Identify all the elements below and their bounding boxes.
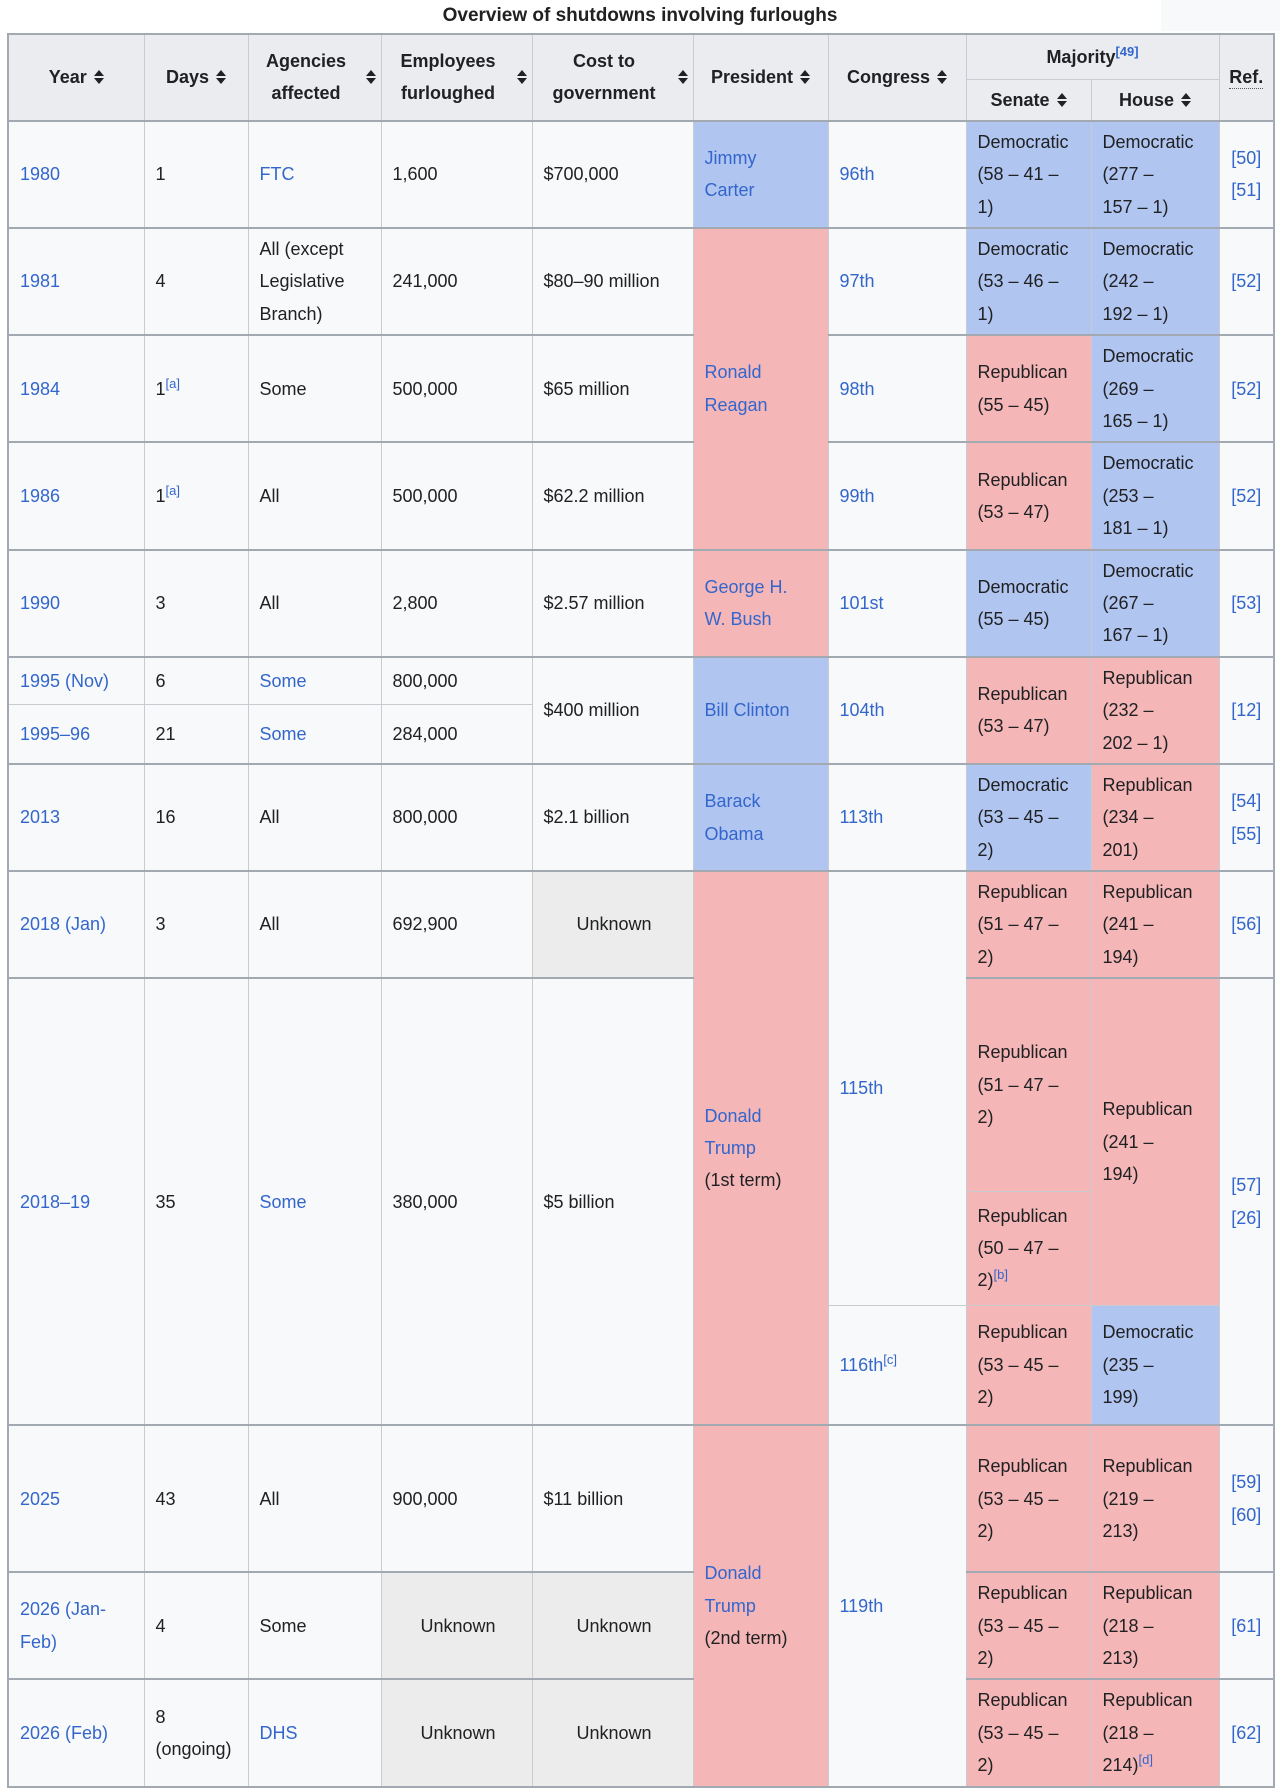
cost-cell: Unknown [532,871,693,978]
employees-cell: Unknown [381,1679,532,1786]
cost-cell: $700,000 [532,121,693,228]
col-header-ref: Ref. [1219,34,1274,121]
table-row [8,978,1274,1191]
col-header-president[interactable]: President [693,34,828,121]
col-header-majority: Majority[49] [966,34,1219,79]
days-cell: 16 [144,764,248,871]
days-cell: 3 [144,550,248,657]
employees-cell: 692,900 [381,871,532,978]
agencies-cell [248,704,381,764]
president-link[interactable]: Donald Trump [704,1105,762,1158]
congress-link[interactable]: 99th [839,485,875,506]
year-cell [8,657,144,704]
senate-majority-cell: Republican (53 – 47) [966,657,1091,764]
congress-cell [828,121,966,228]
agency-link[interactable]: FTC [259,164,295,185]
year-cell [8,550,144,657]
ref-cell [1219,657,1274,764]
sort-icon [517,70,527,84]
year-link[interactable]: 1980 [20,164,61,185]
senate-majority-cell: Republican (53 – 45 – 2) [966,1572,1091,1679]
employees-cell: 241,000 [381,228,532,335]
congress-cell [828,550,966,657]
employees-cell: 800,000 [381,764,532,871]
table-row [8,764,1274,871]
ref-cell [1219,1425,1274,1572]
year-cell [8,228,144,335]
house-majority-cell: Republican (234 – 201) [1091,764,1219,871]
days-cell: 21 [144,704,248,764]
senate-majority-cell: Democratic (53 – 46 – 1) [966,228,1091,335]
days-cell: 6 [144,657,248,704]
congress-link[interactable]: 116th [839,1354,884,1375]
ref-link[interactable]: [50] [1231,148,1262,169]
senate-majority-cell: Republican (51 – 47 – 2) [966,978,1091,1191]
table-row [8,335,1274,442]
days-cell: 1[a] [144,335,248,442]
ref-link[interactable]: [51] [1231,180,1262,201]
cost-cell: $2.57 million [532,550,693,657]
senate-majority-cell: Republican (51 – 47 – 2) [966,871,1091,978]
senate-majority-cell: Republican (53 – 45 – 2) [966,1305,1091,1425]
year-cell [8,442,144,549]
congress-cell [828,1425,966,1786]
senate-majority-cell: Democratic (53 – 45 – 2) [966,764,1091,871]
days-cell: 8 (ongoing) [144,1679,248,1786]
cost-cell: $2.1 billion [532,764,693,871]
table-row [8,1679,1274,1786]
sort-icon [94,70,104,84]
house-majority-cell: Republican (218 – 213) [1091,1572,1219,1679]
president-link[interactable]: Jimmy Carter [704,148,757,201]
ref-cell [1219,442,1274,549]
agency-link[interactable]: Some [259,670,307,691]
ref-link[interactable]: [55] [1231,823,1262,844]
days-cell: 3 [144,871,248,978]
congress-cell [828,1305,966,1425]
col-header-senate[interactable]: Senate [966,79,1091,121]
house-majority-cell: Republican (241 – 194) [1091,978,1219,1305]
employees-cell: 1,600 [381,121,532,228]
year-link[interactable]: 2018–19 [20,1191,91,1212]
cost-cell: $400 million [532,657,693,764]
employees-cell: 284,000 [381,704,532,764]
ref-cell [1219,1572,1274,1679]
table-row [8,657,1274,704]
congress-link[interactable]: 119th [839,1595,884,1616]
agencies-cell: All [248,871,381,978]
days-cell: 4 [144,1572,248,1679]
cost-cell: Unknown [532,1572,693,1679]
ref-cell [1219,978,1274,1425]
agency-link[interactable]: Some [259,723,307,744]
sort-icon [1057,93,1067,107]
col-header-congress[interactable]: Congress [828,34,966,121]
cost-cell: $5 billion [532,978,693,1425]
ref-link[interactable]: [26] [1231,1207,1262,1228]
employees-cell: 900,000 [381,1425,532,1572]
congress-cell [828,228,966,335]
senate-majority-cell: Republican (50 – 47 – 2)[b] [966,1191,1091,1305]
congress-link[interactable]: 96th [839,164,875,185]
year-link[interactable]: 1995–96 [20,723,91,744]
year-cell [8,1679,144,1786]
agencies-cell: Some [248,335,381,442]
house-majority-cell: Republican (219 – 213) [1091,1425,1219,1572]
footnote-link[interactable]: [d] [1138,1752,1153,1768]
days-cell: 4 [144,228,248,335]
president-cell [693,550,828,657]
days-cell: 1 [144,121,248,228]
president-cell [693,228,828,550]
cost-cell: $65 million [532,335,693,442]
table-row [8,442,1274,549]
footnote-link[interactable]: [a] [165,375,180,391]
sort-icon [678,70,688,84]
employees-cell: 380,000 [381,978,532,1425]
congress-link[interactable]: 115th [839,1078,884,1099]
president-link[interactable]: Ronald Reagan [704,362,768,415]
footnote-link[interactable]: [c] [883,1351,897,1367]
president-link[interactable]: George H. W. Bush [704,576,788,630]
congress-link[interactable]: 113th [839,807,884,828]
ref-link[interactable]: [54] [1231,791,1262,812]
ref-cell [1219,871,1274,978]
ref-link[interactable]: [53] [1231,592,1262,613]
president-cell [693,764,828,871]
year-link[interactable]: 1990 [20,592,61,613]
agencies-cell: All [248,1425,381,1572]
congress-cell [828,764,966,871]
ref-link[interactable]: [57] [1231,1175,1262,1196]
col-header-days[interactable]: Days [144,34,248,121]
table-row [8,1572,1274,1679]
ref-cell [1219,550,1274,657]
agencies-cell: All (except Legislative Branch) [248,228,381,335]
footnote-link[interactable]: [b] [993,1267,1008,1283]
president-link[interactable]: Donald Trump [704,1563,762,1616]
congress-link[interactable]: 97th [839,271,875,292]
agencies-cell: All [248,442,381,549]
house-majority-cell: Democratic (267 – 167 – 1) [1091,550,1219,657]
year-link[interactable]: 1984 [20,378,61,399]
year-cell [8,1572,144,1679]
house-majority-cell: Democratic (277 – 157 – 1) [1091,121,1219,228]
agency-link[interactable]: Some [259,1191,307,1212]
senate-majority-cell: Republican (55 – 45) [966,335,1091,442]
congress-link[interactable]: 104th [839,700,885,721]
house-majority-cell: Republican (241 – 194) [1091,871,1219,978]
president-cell [693,121,828,228]
agencies-cell [248,121,381,228]
table-row [8,550,1274,657]
congress-cell [828,657,966,764]
congress-cell [828,442,966,549]
president-link[interactable]: Bill Clinton [704,700,790,721]
table-row [8,121,1274,228]
senate-majority-cell: Democratic (58 – 41 – 1) [966,121,1091,228]
ref-cell [1219,764,1274,871]
sort-icon [937,70,947,84]
year-cell [8,704,144,764]
days-cell: 43 [144,1425,248,1572]
senate-majority-cell: Republican (53 – 47) [966,442,1091,549]
year-link[interactable]: 1986 [20,485,61,506]
table-caption: Overview of shutdowns involving furloughs [442,5,838,26]
col-header-cost[interactable]: Cost to government [532,34,693,121]
days-cell: 35 [144,978,248,1425]
year-cell [8,978,144,1425]
col-header-year[interactable]: Year [8,34,144,121]
year-cell [8,121,144,228]
sort-icon [216,70,226,84]
cost-cell: Unknown [532,1679,693,1786]
agencies-cell [248,1679,381,1786]
house-majority-cell: Democratic (269 – 165 – 1) [1091,335,1219,442]
year-link[interactable]: 2026 (Feb) [20,1722,109,1743]
ref-link[interactable]: [56] [1231,914,1262,935]
sort-icon [1181,93,1191,107]
president-cell: Donald Trump (1st term) [693,871,828,1425]
days-cell: 1[a] [144,442,248,549]
col-header-agencies[interactable]: Agencies affected [248,34,381,121]
ref-link[interactable]: [61] [1231,1615,1262,1636]
ref-link[interactable]: [12] [1231,700,1262,721]
majority-ref-link[interactable]: [49] [1115,43,1139,59]
ref-cell [1219,228,1274,335]
ref-cell [1219,335,1274,442]
year-cell [8,871,144,978]
agency-link[interactable]: DHS [259,1722,298,1743]
agencies-cell: All [248,550,381,657]
president-cell [693,657,828,764]
agencies-cell [248,657,381,704]
year-link[interactable]: 2026 (Jan-Feb) [20,1599,107,1652]
year-cell [8,764,144,871]
col-header-house[interactable]: House [1091,79,1219,121]
employees-cell: 800,000 [381,657,532,704]
senate-majority-cell: Democratic (55 – 45) [966,550,1091,657]
col-header-employees[interactable]: Employees furloughed [381,34,532,121]
ref-link[interactable]: [59] [1231,1472,1262,1493]
senate-majority-cell: Republican (53 – 45 – 2) [966,1679,1091,1786]
congress-link[interactable]: 98th [839,378,875,399]
senate-majority-cell: Republican (53 – 45 – 2) [966,1425,1091,1572]
house-majority-cell: Democratic (235 – 199) [1091,1305,1219,1425]
congress-cell [828,871,966,1305]
employees-cell: 2,800 [381,550,532,657]
ref-link[interactable]: [52] [1231,271,1262,292]
shutdowns-table [7,33,1275,1788]
employees-cell: 500,000 [381,335,532,442]
sort-icon [800,70,810,84]
table-row [8,228,1274,335]
year-link[interactable]: 1981 [20,271,61,292]
year-link[interactable]: 2018 (Jan) [20,914,107,935]
year-cell [8,1425,144,1572]
year-link[interactable]: 1995 (Nov) [20,670,110,691]
year-cell [8,335,144,442]
house-majority-cell: Democratic (242 – 192 – 1) [1091,228,1219,335]
cost-cell: $11 billion [532,1425,693,1572]
house-majority-cell: Republican (232 – 202 – 1) [1091,657,1219,764]
employees-cell: 500,000 [381,442,532,549]
employees-cell: Unknown [381,1572,532,1679]
year-link[interactable]: 2025 [20,1488,61,1509]
president-cell: Donald Trump (2nd term) [693,1425,828,1786]
ref-link[interactable]: [52] [1231,485,1262,506]
table-row [8,871,1274,978]
cost-cell: $80–90 million [532,228,693,335]
congress-link[interactable]: 101st [839,592,884,613]
table-row [8,1425,1274,1572]
year-link[interactable]: 2013 [20,807,61,828]
sort-icon [366,70,376,84]
president-link[interactable]: Barack Obama [704,791,764,844]
agencies-cell [248,978,381,1425]
agencies-cell: All [248,764,381,871]
cost-cell: $62.2 million [532,442,693,549]
house-majority-cell: Democratic (253 – 181 – 1) [1091,442,1219,549]
footnote-link[interactable]: [a] [165,482,180,498]
ref-cell [1219,1679,1274,1786]
agencies-cell: Some [248,1572,381,1679]
house-majority-cell: Republican (218 – 214)[d] [1091,1679,1219,1786]
ref-link[interactable]: [62] [1231,1722,1262,1743]
ref-cell [1219,121,1274,228]
ref-link[interactable]: [52] [1231,378,1262,399]
congress-cell [828,335,966,442]
ref-link[interactable]: [60] [1231,1504,1262,1525]
